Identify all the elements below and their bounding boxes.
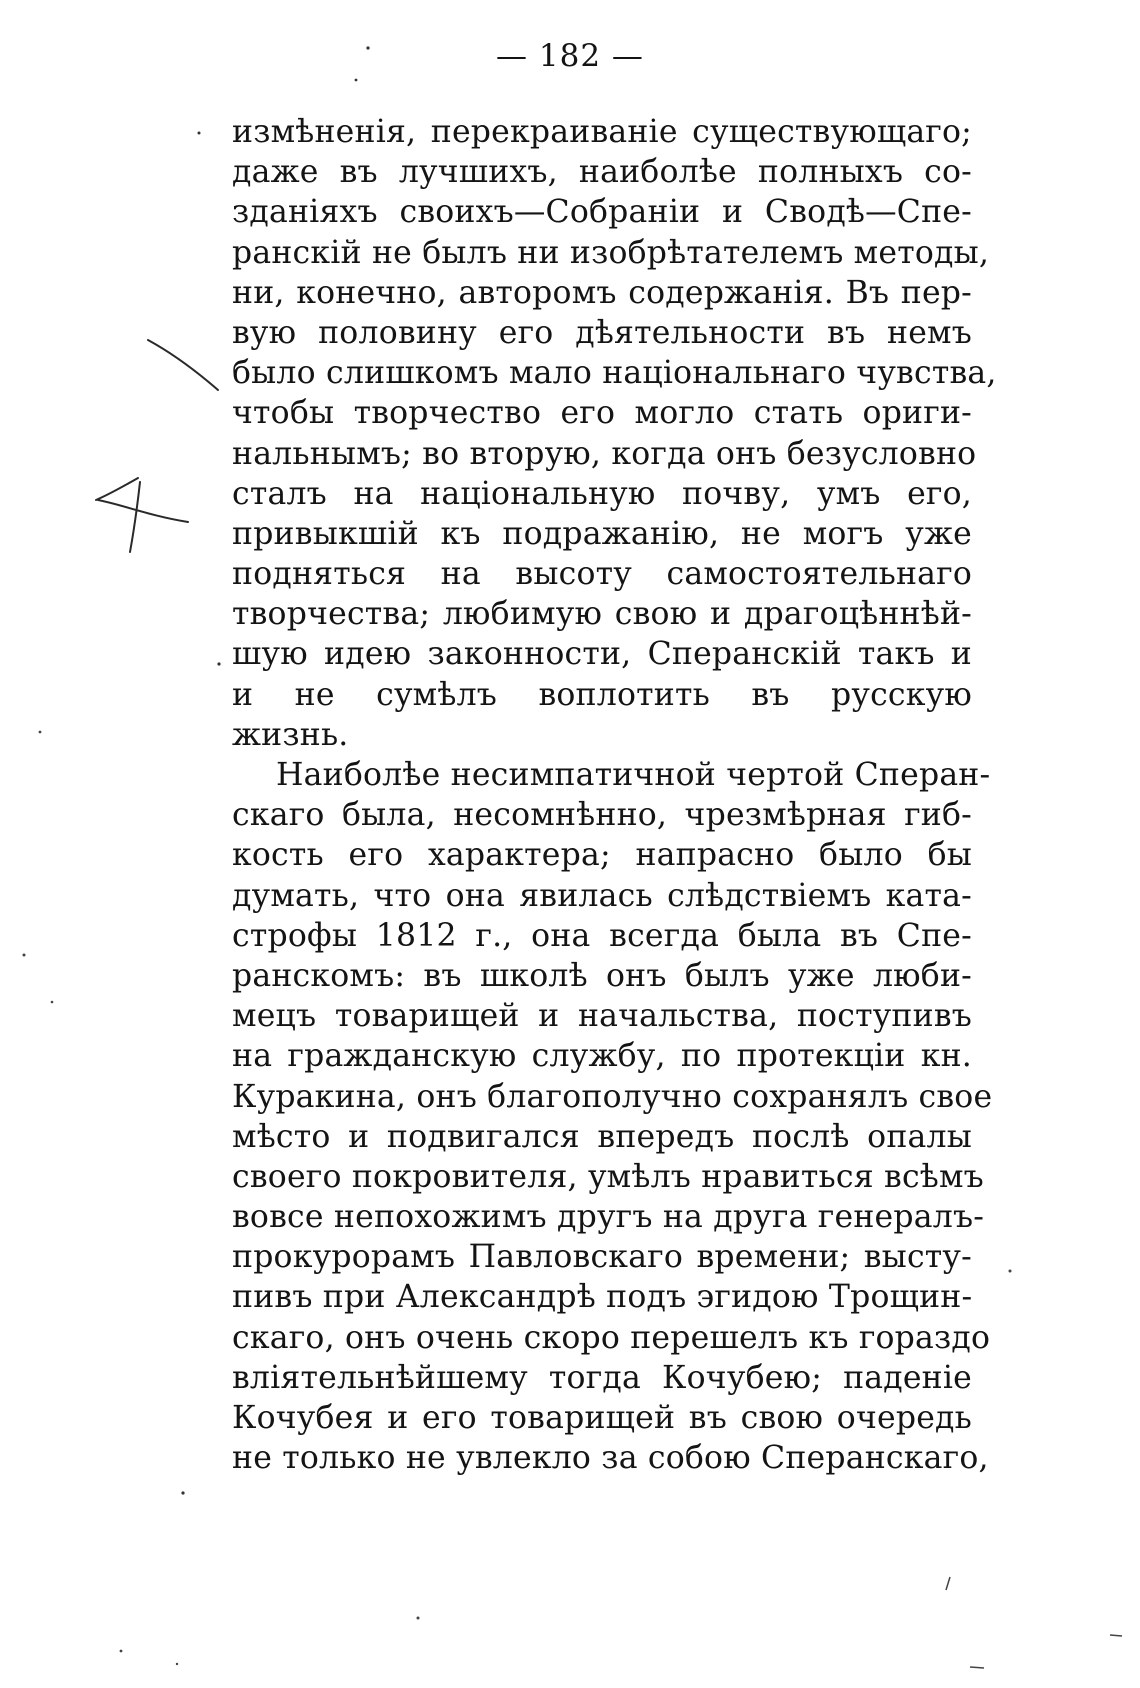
text-line: шую идею законности, Сперанскій такъ и <box>232 636 972 673</box>
text-line: пивъ при Александрѣ подъ эгидою Трощин- <box>232 1279 973 1316</box>
text-line: прокурорамъ Павловскаго времени; высту- <box>232 1239 972 1276</box>
text-line: вліятельнѣйшему тогда Кочубею; паденіе <box>232 1359 972 1396</box>
text-line: Кочубея и его товарищей въ свою очередь <box>232 1400 972 1436</box>
page-number: — 182 — <box>496 38 644 74</box>
pencil-cross-icon <box>96 478 188 552</box>
speck <box>181 1491 184 1494</box>
paragraph-2 <box>232 755 993 1478</box>
speck <box>120 1650 123 1653</box>
text-line: не только не увлекло за собою Сперанскаго, <box>232 1440 989 1477</box>
speck <box>176 1663 178 1665</box>
speck <box>970 1667 984 1668</box>
speck <box>1110 1635 1122 1636</box>
speck <box>1009 1270 1012 1273</box>
text-line: и не сумѣлъ воплотить въ русскую <box>232 676 972 713</box>
text-line: мецъ товарищей и начальства, поступивъ <box>232 998 972 1035</box>
pencil-stroke-icon <box>148 340 218 390</box>
text-line: даже въ лучшихъ, наиболѣе полныхъ со- <box>232 154 972 191</box>
text-line: ранскомъ: въ школѣ онъ былъ уже люби- <box>232 957 972 994</box>
text-line: подняться на высоту самостоятельнаго <box>232 556 972 593</box>
speck <box>39 731 42 734</box>
text-line: привыкшій къ подражанію, не могъ уже <box>232 515 972 552</box>
paragraph-1 <box>232 112 997 755</box>
text-line: чтобы творчество его могло стать ориги- <box>232 395 972 432</box>
text-line: нальнымъ; во вторую, когда онъ безусловно <box>232 435 977 472</box>
text-line: измѣненія, перекраиваніе существующаго; <box>232 114 972 150</box>
text-line: Куракина, онъ благополучно сохранялъ свое <box>232 1078 993 1115</box>
text-line: творчества; любимую свою и драгоцѣннѣй- <box>232 596 972 633</box>
speck <box>355 79 358 82</box>
speck <box>946 1577 950 1590</box>
text-line: было слишкомъ мало національнаго чувства, <box>232 355 997 392</box>
text-line: на гражданскую службу, по протекціи кн. <box>232 1038 972 1075</box>
text-line: строфы 1812 г., она всегда была въ Спе- <box>232 917 972 954</box>
text-line: ни, конечно, авторомъ содержанія. Въ пер- <box>232 274 972 311</box>
speck <box>217 662 220 665</box>
text-line: жизнь. <box>232 716 349 753</box>
text-line: зданіяхъ своихъ—Собраніи и Сводѣ—Спе- <box>232 194 972 231</box>
text-line: сталъ на національную почву, умъ его, <box>232 475 972 512</box>
text-line: скаго, онъ очень скоро перешелъ къ гораздо <box>232 1319 991 1356</box>
speck <box>198 132 201 135</box>
text-line: кость его характера; напрасно было бы <box>232 837 972 874</box>
speck <box>23 954 26 957</box>
speck <box>51 1001 54 1004</box>
text-line: вую половину его дѣятельности въ немъ <box>232 314 972 351</box>
text-line: своего покровителя, умѣлъ нравиться всѣмъ <box>232 1158 984 1195</box>
body-text <box>232 112 997 1478</box>
text-line: ранскій не былъ ни изобрѣтателемъ методы, <box>232 234 990 271</box>
text-line: вовсе непохожимъ другъ на друга генералъ- <box>232 1199 985 1236</box>
speck <box>417 1617 420 1620</box>
text-line: думать, что она явилась слѣдствіемъ ката- <box>232 877 972 914</box>
text-line: Наиболѣе несимпатичной чертой Сперан- <box>276 757 991 793</box>
text-line: мѣсто и подвигался впередъ послѣ опалы <box>232 1118 972 1155</box>
text-line: скаго была, несомнѣнно, чрезмѣрная гиб- <box>232 797 972 834</box>
